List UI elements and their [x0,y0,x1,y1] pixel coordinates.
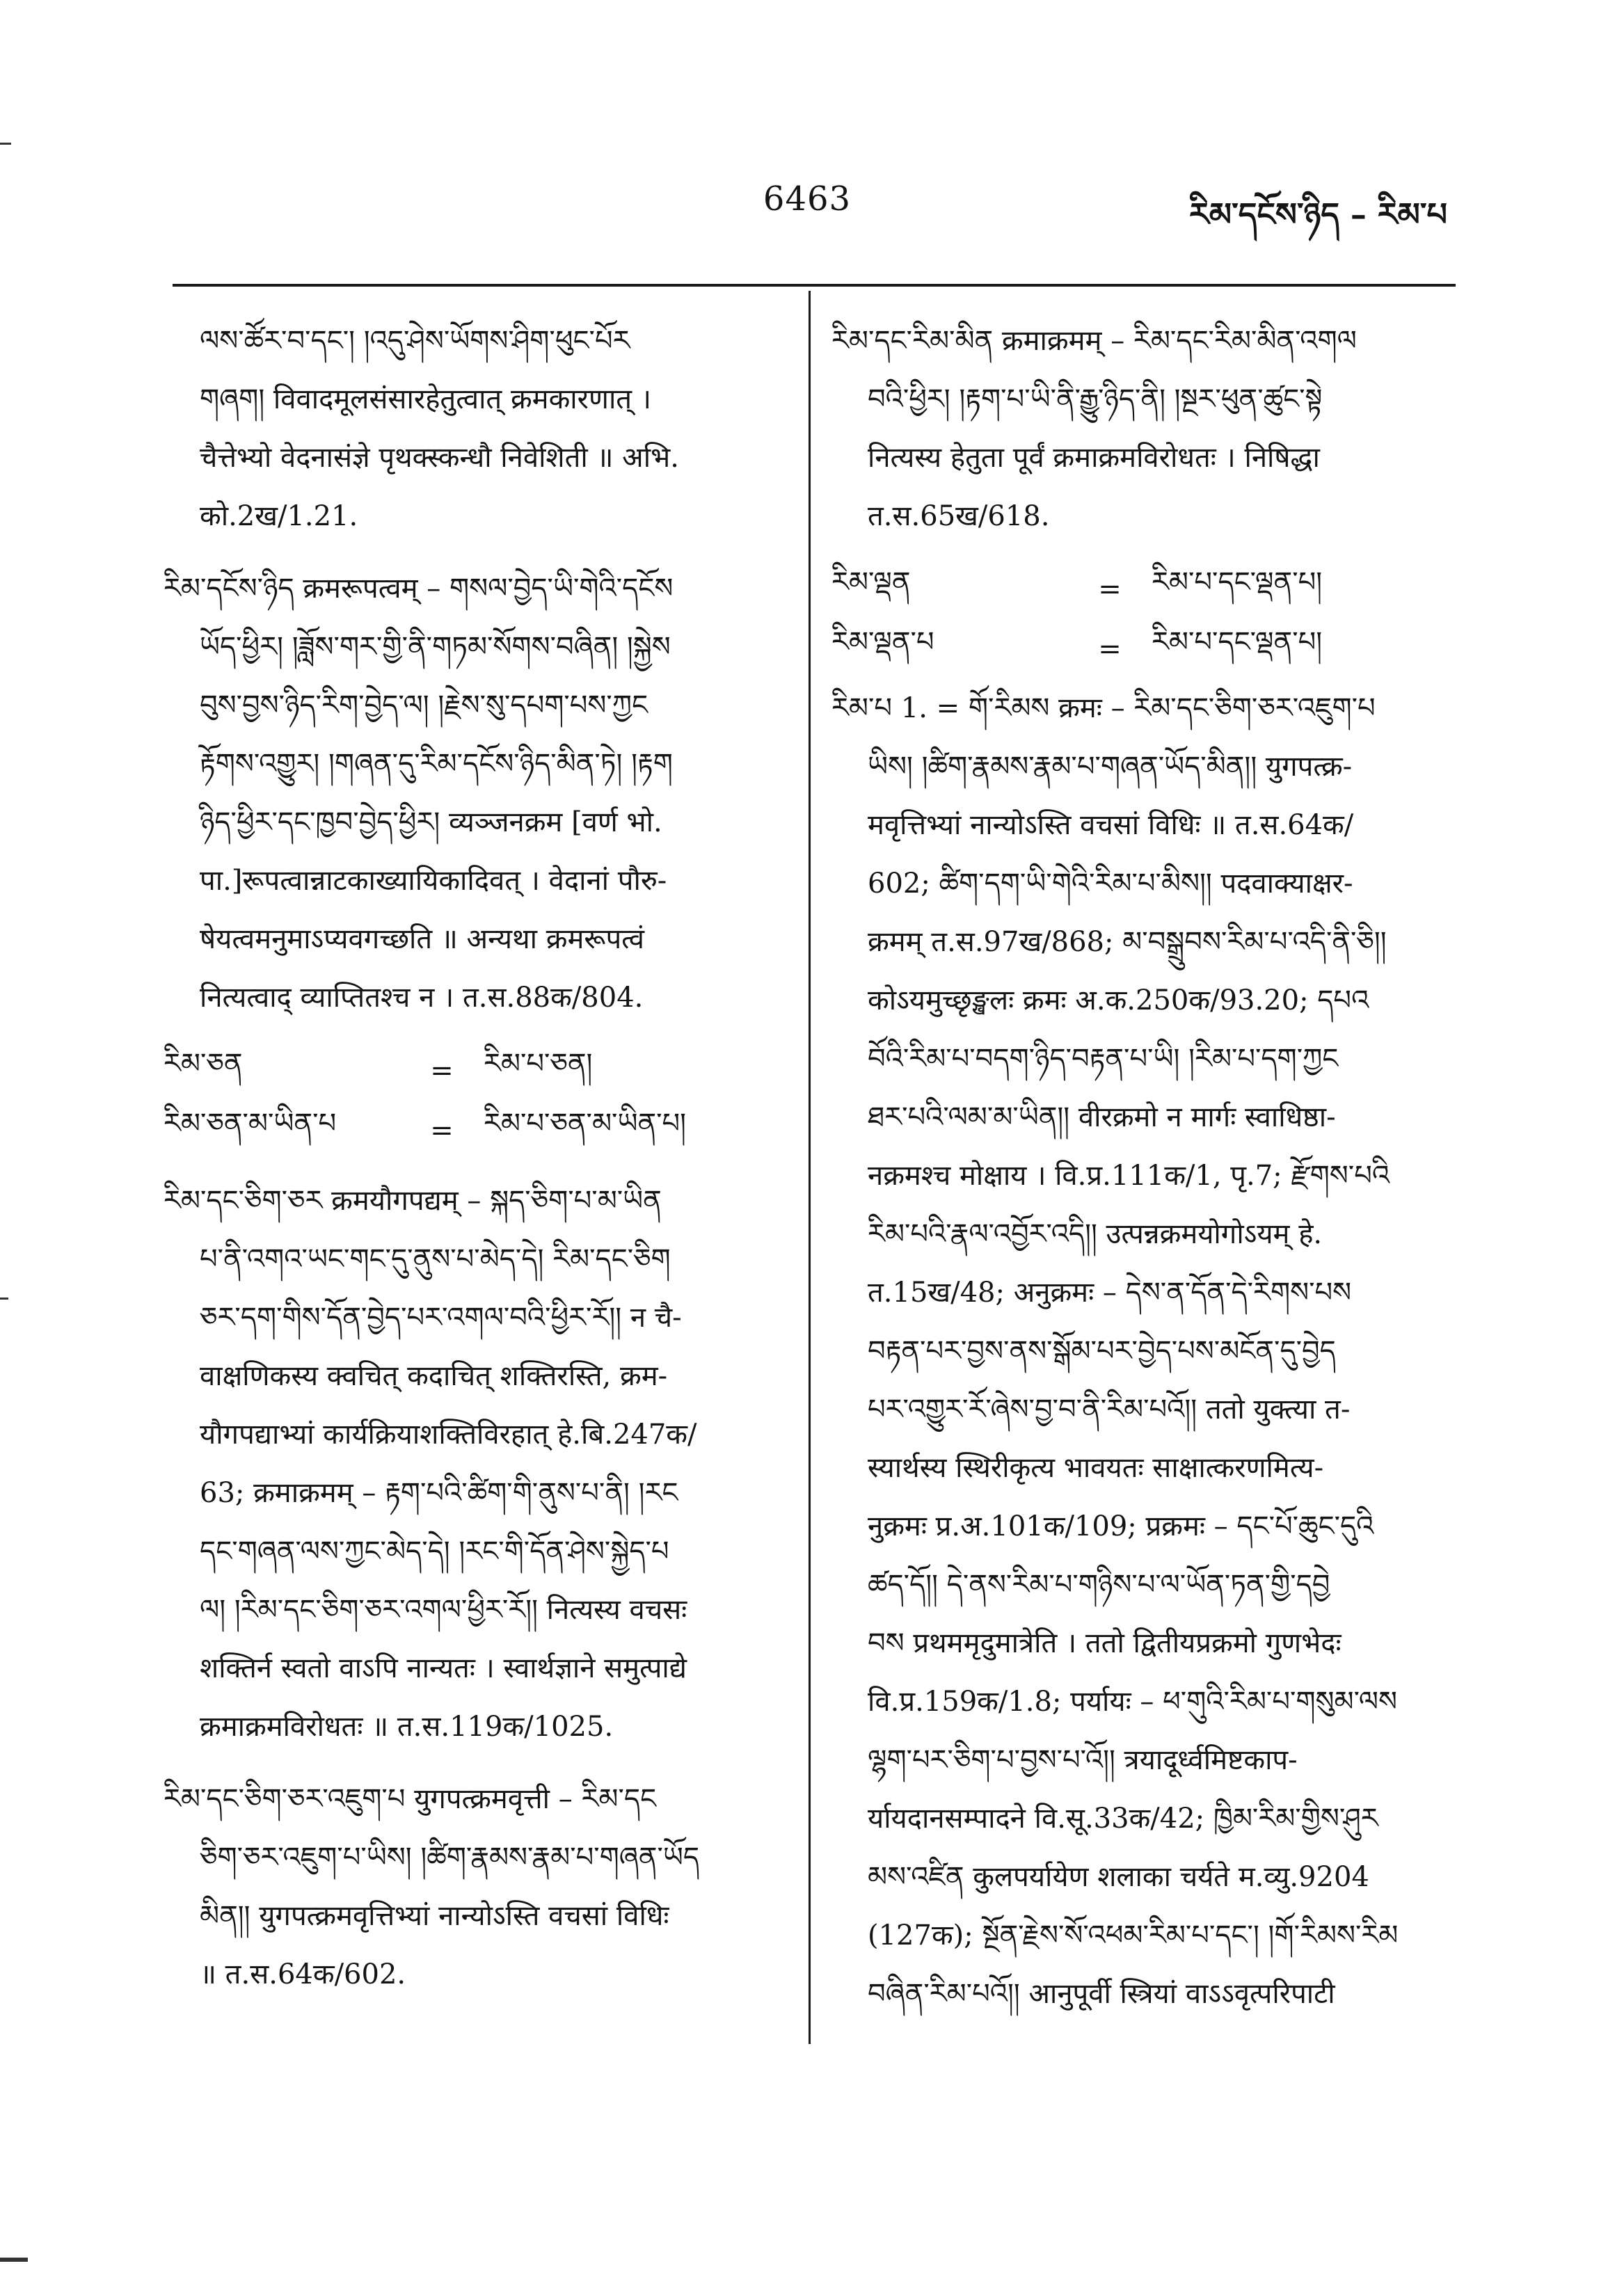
entry-line: མིན།། युगपत्क्रमवृत्तिभ्यां नान्योऽस्ति वचसां विधिः [200,1900,669,1932]
entry-line: ཉིད་ཕྱིར་དང་ཁྱབ་བྱེད་ཕྱིར། व्यञ्जनक्रम [वर्ण भो. [200,806,662,838]
cross-ref-target: རིམ་པ་དང་ལྡན་པ། [1152,625,1323,658]
equals-sign: = [430,1115,454,1147]
entry-line: क्रमम् त.स.97ख/868; མ་བསྒྲུབས་རིམ་པ་འདི་ནི་ཅི།། [868,926,1387,958]
entry-line: བའི་ཕྱིར། །རྟག་པ་ཡི་ནི་རྒྱུ་ཉིད་ནི། །སྔར་ཕུན་ཚུང་སྟེ [868,383,1323,415]
left-column [164,312,779,2018]
cross-reference [831,619,1447,679]
entry-paragraph [164,559,779,1027]
entry-line: त.स.65ख/618. [868,500,1050,532]
cross-ref-target: རིམ་པ་ཅན་མ་ཡིན་པ། [484,1107,687,1140]
entry-line: (127क); སྔོན་རྗེས་སོ་འཕམ་རིམ་པ་དང་། །གོ་རིམས་རིམ [868,1919,1399,1951]
entry-paragraph [831,312,1447,545]
entry-paragraph [831,679,1447,2023]
entry-line: नित्यस्य हेतुता पूर्वं क्रमाक्रमविरोधतः । निषिद्धा [868,442,1320,474]
entry-headword-line: རིམ་དངོས་ཉིད क्रमरूपत्वम् – གསལ་བྱེད་ཡི་གེའི་དངོས [164,573,674,605]
header-rule [173,284,1456,287]
entry-line: वाक्षणिकस्य क्वचित् कदाचित् शक्तिरस्ति, क्रम- [200,1360,668,1392]
entry-line: བཞིན་རིམ་པའོ།། आनुपूर्वी स्त्रियां वाऽऽवृत्परिपाटी [868,1978,1335,2010]
entry-line: ལ། །རིམ་དང་ཅིག་ཅར་འགལ་ཕྱིར་རོ།། नित्यस्य वचसः [200,1594,687,1626]
cross-ref-term: རིམ་ལྡན [831,566,911,598]
cross-ref-term: རིམ་ཅན [164,1047,243,1080]
margin-tick [0,1298,8,1300]
entry-line: གཞག། विवादमूलसंसारहेतुत्वात् क्रमकारणात् । [200,383,651,415]
entry-paragraph [164,312,779,545]
margin-tick [0,2258,28,2262]
running-head: རིམ་དངོས་ཉིད – རིམ་པ [1189,195,1447,233]
entry-headword-line: རིམ་དང་རིམ་མིན क्रमाक्रमम् – རིམ་དང་རིམ་མིན་འགལ [831,325,1357,357]
entry-line: ཡིས། །ཚིག་རྣམས་རྣམ་པ་གཞན་ཡོད་མིན།། युगपत्क्र- [868,751,1353,783]
entry-line: षेयत्वमनुमाऽप्यवगच्छति ॥ अन्यथा क्रमरूपत्वं [200,923,645,955]
entry-paragraph [164,1172,779,1756]
entry-line: 602; ཚིག་དག་ཡི་གེའི་རིམ་པ་མིས།། पदवाक्याक्षर- [868,868,1353,900]
entry-line: ཅར་དག་གིས་དོན་བྱེད་པར་འགལ་བའི་ཕྱིར་རོ།། न चै- [200,1302,682,1334]
entry-line: པ་ནི་འགའ་ཡང་གང་དུ་ནུས་པ་མེད་དེ། རིམ་དང་ཅིག [200,1243,671,1275]
entry-line: རྟོགས་འགྱུར། །གཞན་དུ་རིམ་དངོས་ཉིད་མིན་ཏེ། །རྟག [200,748,673,780]
entry-line: བརྟན་པར་བྱས་ནས་སྒོམ་པར་བྱེད་པས་མངོན་དུ་བྱེད [868,1335,1336,1367]
cross-ref-target: རིམ་པ་ཅན། [484,1047,593,1080]
cross-ref-term: རིམ་ཅན་མ་ཡིན་པ [164,1107,337,1140]
entry-line: བོའི་རིམ་པ་བདག་ཉིད་བརྟན་པ་ཡི། །རིམ་པ་དག་ཀྱང [868,1043,1339,1075]
entry-headword-line: རིམ་དང་ཅིག་ཅར क्रमयौगपद्यम् – སྐད་ཅིག་པ་མ་ཡིན [164,1185,662,1217]
entry-line: मवृत्तिभ्यां नान्योऽस्ति वचसां विधिः ॥ त.स.64क/ [868,809,1354,841]
entry-line: चैत्तेभ्यो वेदनासंज्ञे पृथक्स्कन्धौ निवेशिती ॥ अभि. [200,442,679,474]
entry-line: यौगपद्याभ्यां कार्यक्रियाशक्तिविरहात् हे.बि.247क/ [200,1419,697,1451]
cross-reference [164,1101,779,1160]
entry-line: ཡོད་ཕྱིར། །ཟློས་གར་གྱི་ནི་གཏམ་སོགས་བཞིན། །སྐྱེས [200,631,671,663]
entry-line: ཐར་པའི་ལམ་མ་ཡིན།། वीरक्रमो न मार्गः स्वाधिष्ठा- [868,1101,1336,1133]
entry-line: ཚད་དོ།། དེ་ནས་རིམ་པ་གཉིས་པ་ལ་ཡོན་ཏན་གྱི་དབྱེ [868,1569,1330,1601]
page-number: 6463 [763,179,852,218]
column-divider [809,291,811,2044]
cross-ref-target: རིམ་པ་དང་ལྡན་པ། [1152,566,1323,598]
entry-line: ལས་ཚོར་བ་དང་། །འདུ་ཤེས་ཡོགས་ཤིག་ཕུང་པོར [200,325,630,357]
equals-sign: = [430,1055,454,1087]
entry-line: नक्रमश्च मोक्षाय । वि.प्र.111क/1, पृ.7; རྫོགས་པའི [868,1160,1390,1192]
entry-line: कोऽयमुच्छृङ्खलः क्रमः अ.क.250क/93.20; དཔའ [868,984,1369,1016]
entry-line: ལྷག་པར་ཅིག་པ་བྱས་པ་འོ།། त्रयादूर्ध्वमिष्टकाप- [868,1744,1298,1776]
entry-line: དང་གཞན་ལས་ཀྱང་མེད་དེ། །རང་གི་དོན་ཤེས་སྐྱེད་པ [200,1535,669,1567]
entry-line: स्यार्थस्य स्थिरीकृत्य भावयतः साक्षात्करणमित्य- [868,1452,1324,1484]
right-column [831,312,1447,2037]
entry-line: को.2ख/1.21. [200,500,358,532]
entry-paragraph [164,1770,779,2004]
entry-line: क्रमाक्रमविरोधतः ॥ त.स.119क/1025. [200,1711,614,1743]
equals-sign: = [1098,573,1122,605]
equals-sign: = [1098,633,1122,665]
entry-headword-line: རིམ་པ 1. = གོ་རིམས क्रमः – རིམ་དང་ཅིག་ཅར་འཇུག་པ [831,692,1376,724]
entry-line: མས་འཛིན कुलपर्यायेण शलाका चर्यते म.व्यु.9204 [868,1861,1369,1893]
entry-line: र्यायदानसम्पादने वि.सू.33क/42; ཁྱིམ་རིམ་གྱིས་ཤུར [868,1803,1378,1835]
margin-tick [0,143,11,145]
entry-line: ཅིག་ཅར་འཇུག་པ་ཡིས། །ཚིག་རྣམས་རྣམ་པ་གཞན་ཡོད [200,1842,700,1874]
entry-line: शक्तिर्न स्वतो वाऽपि नान्यतः । स्वार्थज्ञाने समुत्पाद्ये [200,1652,687,1684]
entry-line: पा.]रूपत्वान्नाटकाख्यायिकादिवत् । वेदानां पौरु- [200,865,667,897]
entry-line: त.15ख/48; अनुक्रमः – དེས་ན་དོན་དེ་རིགས་པས [868,1277,1352,1309]
entry-line: པར་འགྱུར་རོ་ཞེས་བྱ་བ་ནི་རིམ་པའོ།། ततो युक्त्या त- [868,1394,1351,1426]
entry-line: नित्यत्वाद् व्याप्तितश्च न । त.स.88क/804. [200,982,644,1014]
entry-line: वि.प्र.159क/1.8; पर्यायः – ཕ་གུའི་རིམ་པ་གསུམ་ལས [868,1686,1398,1718]
entry-line: བས प्रथममृदुमात्रेति । ततो द्वितीयप्रक्रमो गुणभेदः [868,1627,1342,1659]
entry-headword-line: རིམ་དང་ཅིག་ཅར་འཇུག་པ युगपत्क्रमवृत्ती – རིམ་དང [164,1783,657,1815]
entry-line: ॥ त.स.64क/602. [200,1958,406,1990]
entry-line: བུས་བྱས་ཉིད་རིག་བྱེད་ལ། །རྗེས་སུ་དཔག་པས་ཀྱང [200,689,648,721]
entry-line: नुक्रमः प्र.अ.101क/109; प्रक्रमः – དང་པོ་ཆུང་དུའི [868,1510,1374,1542]
entry-line: རིམ་པའི་རྣལ་འབྱོར་འདི།། उत्पन्नक्रमयोगोऽयम् हे. [868,1218,1323,1250]
cross-ref-term: རིམ་ལྡན་པ [831,625,934,658]
entry-line: 63; क्रमाक्रमम् – རྟག་པའི་ཚིག་གི་ནུས་པ་ནི། །རང [200,1477,678,1509]
